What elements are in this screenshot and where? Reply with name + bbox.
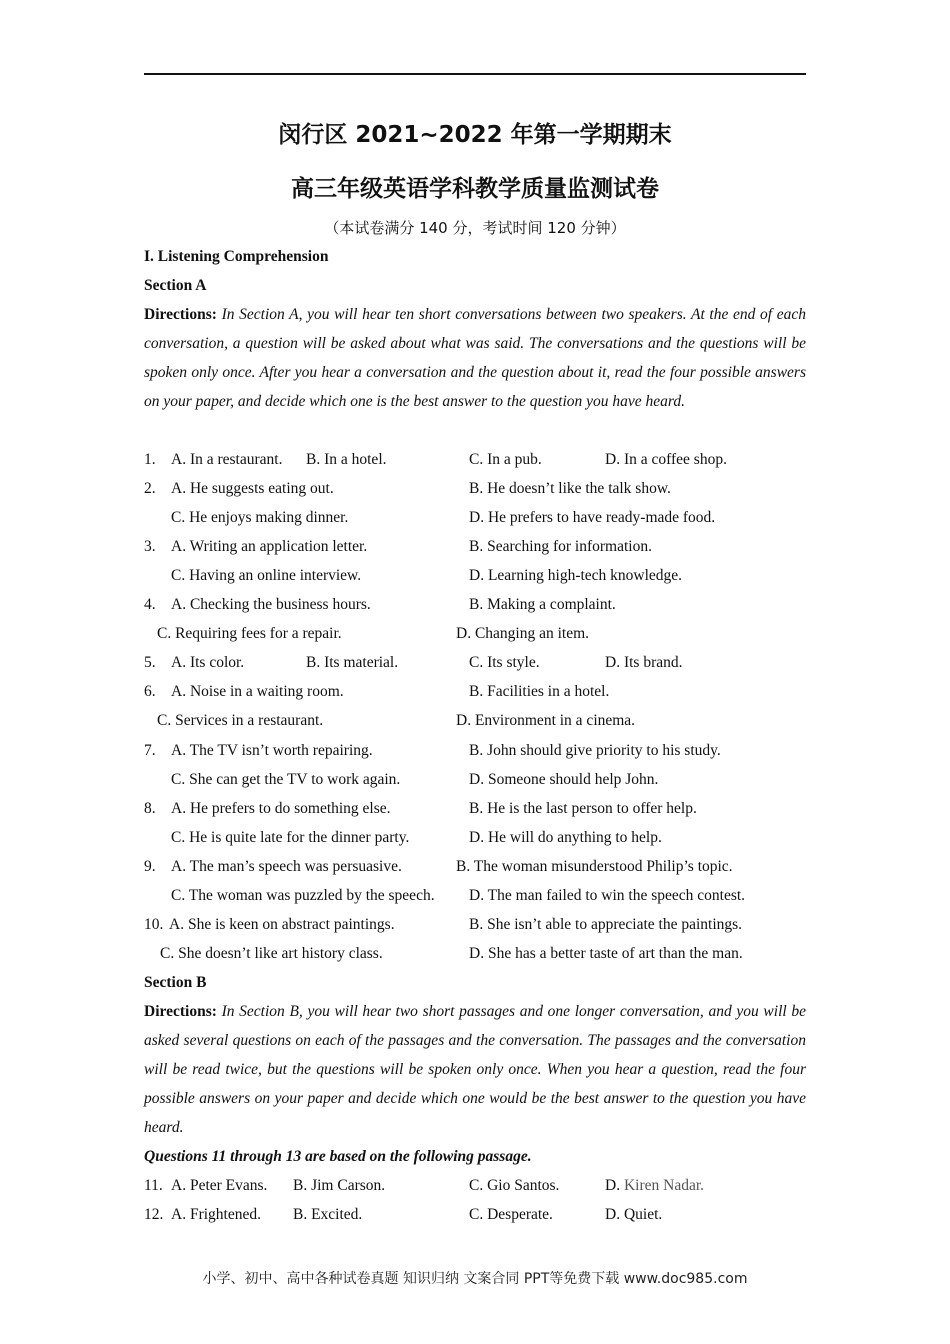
- q12-option-c: C. Desperate.: [469, 1206, 553, 1223]
- q1-option-c: C. In a pub.: [469, 451, 542, 468]
- directions-b: [144, 997, 806, 1142]
- q7-option-c: C. She can get the TV to work again.: [171, 771, 401, 788]
- q8-option-b: B. He is the last person to offer help.: [469, 800, 697, 817]
- exam-info: （本试卷满分 140 分，考试时间 120 分钟）: [324, 219, 626, 237]
- q3-option-c: C. Having an online interview.: [171, 567, 362, 584]
- q11-option-c: C. Gio Santos.: [469, 1177, 560, 1194]
- q8-option-a: A. He prefers to do something else.: [171, 800, 391, 817]
- q9-option-b: B. The woman misunderstood Philip’s topic.: [456, 858, 733, 875]
- q5-option-b: B. Its material.: [306, 654, 399, 671]
- q9-option-a: A. The man’s speech was persuasive.: [171, 858, 402, 875]
- q11-number: 11.: [144, 1177, 163, 1194]
- q5-option-a: A. Its color.: [171, 654, 245, 671]
- q8-option-d: D. He will do anything to help.: [469, 829, 662, 846]
- q1-option-d: D. In a coffee shop.: [605, 451, 727, 468]
- q3-number: 3.: [144, 538, 156, 555]
- q1-number: 1.: [144, 451, 156, 468]
- q2-number: 2.: [144, 480, 156, 497]
- directions-label: Directions:: [144, 306, 217, 323]
- q3-option-b: B. Searching for information.: [469, 538, 652, 555]
- q10-option-a: A. She is keen on abstract paintings.: [169, 916, 395, 933]
- passage-note: Questions 11 through 13 are based on the following passage.: [144, 1148, 532, 1165]
- section-b-heading: Section B: [144, 974, 207, 991]
- q9-option-d: D. The man failed to win the speech contest.: [469, 887, 746, 904]
- q2-option-a: A. He suggests eating out.: [171, 480, 334, 497]
- directions-a-text: In Section A, you will hear ten short conversations between two speakers. At the end of each conversation, a question will be asked about what was said. The conversations and the questions will be spoken only once. After you hear a conversation and the question about it, read the four possible answers on your paper, and decide which one is the best answer to the question you have heard.: [144, 306, 806, 410]
- q10-number: 10.: [144, 916, 164, 933]
- section-a-heading: Section A: [144, 277, 207, 294]
- q3-option-d: D. Learning high-tech knowledge.: [469, 567, 683, 584]
- q11-option-a: A. Peter Evans.: [171, 1177, 268, 1194]
- q6-option-b: B. Facilities in a hotel.: [469, 683, 610, 700]
- q11-option-d: [605, 1176, 704, 1196]
- q12-option-a: A. Frightened.: [171, 1206, 261, 1223]
- q12-option-b: B. Excited.: [293, 1206, 363, 1223]
- part-heading: I. Listening Comprehension: [144, 248, 329, 265]
- q6-number: 6.: [144, 683, 156, 700]
- q6-option-c: C. Services in a restaurant.: [157, 712, 324, 729]
- q10-option-d: D. She has a better taste of art than the man.: [469, 945, 743, 962]
- exam-subtitle: 高三年级英语学科教学质量监测试卷: [291, 176, 659, 202]
- top-rule: [144, 73, 806, 75]
- q6-option-a: A. Noise in a waiting room.: [171, 683, 344, 700]
- directions-label: Directions:: [144, 1003, 217, 1020]
- q10-option-c: C. She doesn’t like art history class.: [160, 945, 383, 962]
- q4-option-b: B. Making a complaint.: [469, 596, 616, 613]
- q3-option-a: A. Writing an application letter.: [171, 538, 368, 555]
- q5-option-d: D. Its brand.: [605, 654, 683, 671]
- q4-option-d: D. Changing an item.: [456, 625, 590, 642]
- q1-option-b: B. In a hotel.: [306, 451, 387, 468]
- directions-a: [144, 300, 806, 416]
- q8-option-c: C. He is quite late for the dinner party.: [171, 829, 410, 846]
- q12-option-d: D. Quiet.: [605, 1206, 663, 1223]
- q9-option-c: C. The woman was puzzled by the speech.: [171, 887, 435, 904]
- q11-option-d-text: Kiren Nadar.: [623, 1177, 705, 1194]
- q1-option-a: A. In a restaurant.: [171, 451, 283, 468]
- q4-number: 4.: [144, 596, 156, 613]
- q11-option-b: B. Jim Carson.: [293, 1177, 386, 1194]
- q6-option-d: D. Environment in a cinema.: [456, 712, 636, 729]
- q9-number: 9.: [144, 858, 156, 875]
- q2-option-c: C. He enjoys making dinner.: [171, 509, 349, 526]
- q11-option-d-letter: D.: [605, 1177, 624, 1194]
- q4-option-c: C. Requiring fees for a repair.: [157, 625, 342, 642]
- directions-b-text: In Section B, you will hear two short passages and one longer conversation, and you will be asked several questions on each of the passages and the conversation. The passages and the conversation will be read twice, but the questions will be spoken only once. When you hear a question, read the four possible answers on your paper and decide which one would be the best answer to the question you have heard.: [144, 1003, 806, 1136]
- q7-option-a: A. The TV isn’t worth repairing.: [171, 742, 373, 759]
- q5-option-c: C. Its style.: [469, 654, 540, 671]
- q10-option-b: B. She isn’t able to appreciate the paintings.: [469, 916, 743, 933]
- q5-number: 5.: [144, 654, 156, 671]
- q7-option-b: B. John should give priority to his study.: [469, 742, 721, 759]
- q7-option-d: D. Someone should help John.: [469, 771, 659, 788]
- q4-option-a: A. Checking the business hours.: [171, 596, 371, 613]
- q7-number: 7.: [144, 742, 156, 759]
- exam-title: 闵行区 2021~2022 年第一学期期末: [278, 122, 672, 148]
- footer-banner: 小学、初中、高中各种试卷真题 知识归纳 文案合同 PPT等免费下载 www.doc985.com: [202, 1271, 748, 1287]
- q2-option-d: D. He prefers to have ready-made food.: [469, 509, 716, 526]
- q2-option-b: B. He doesn’t like the talk show.: [469, 480, 671, 497]
- q8-number: 8.: [144, 800, 156, 817]
- q12-number: 12.: [144, 1206, 164, 1223]
